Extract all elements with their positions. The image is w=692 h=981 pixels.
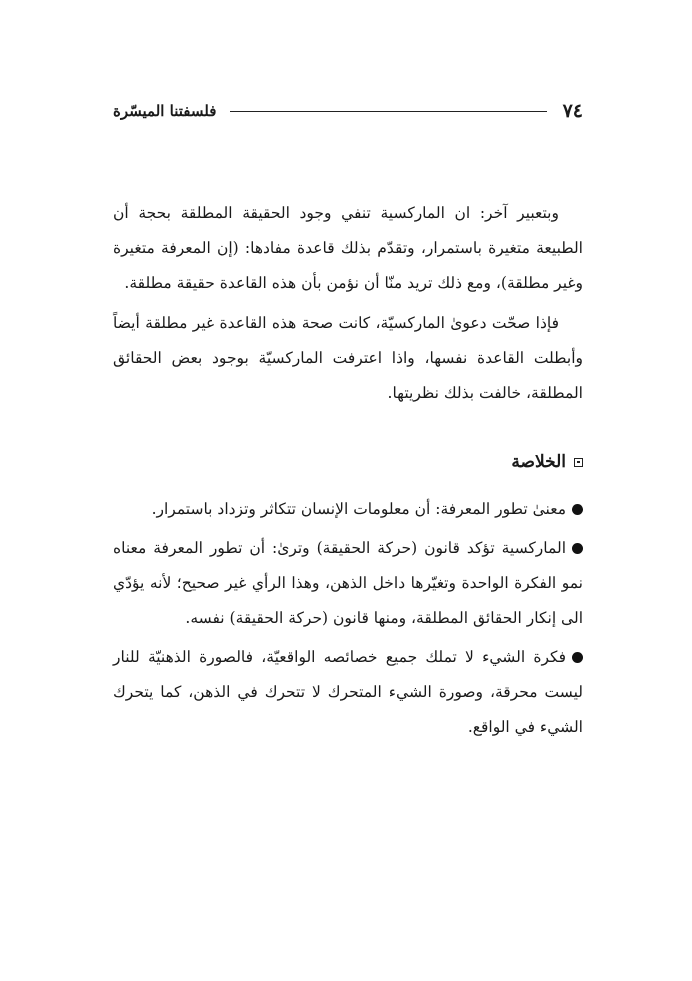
paragraph-text: وبتعبير آخر: ان الماركسية تنفي وجود الحقيقة المطلقة بحجة أن الطبيعة متغيرة باستمرار، وتقدّم بذلك قاعدة مفادها: (إن المعرفة متغيرة وغير مطلقة)، ومع ذلك تريد منّا أن نؤمن بأن هذه القاعدة حقيقة مطلقة. [113,204,583,292]
bullet-dot-icon [572,504,583,515]
bullet-dot-icon [572,652,583,663]
summary-point-text: فكرة الشيء لا تملك جميع خصائصه الواقعيّة، فالصورة الذهنيّة للنار ليست محرقة، وصورة الشيء المتحرك لا تتحرك في الذهن، كما يتحرك الشيء في الواقع. [113,648,583,736]
page-number: ٧٤ [562,100,583,122]
square-bullet-icon [574,458,583,467]
bullet-dot-icon [572,543,583,554]
summary-points [113,492,583,749]
summary-point [113,640,583,745]
paragraph-text: فإذا صحّت دعوىٰ الماركسيّة، كانت صحة هذه القاعدة غير مطلقة أيضاً وأبطلت القاعدة نفسها، واذا اعترفت الماركسيّة بوجود بعض الحقائق المطلقة، خالفت بذلك نظريتها. [113,314,583,402]
running-title: فلسفتنا الميسّرة [113,102,217,120]
page-header [113,96,583,126]
summary-point-text: الماركسية تؤكد قانون (حركة الحقيقة) وترىٰ: أن تطور المعرفة معناه نمو الفكرة الواحدة وتغيّرها داخل الذهن، وهذا الرأي غير صحيح؛ لأنه يؤدّي الى إنكار الحقائق المطلقة، ومنها قانون (حركة الحقيقة) نفسه. [113,539,583,627]
summary-point [113,492,583,527]
header-rule [230,111,546,112]
paragraph-2 [113,306,583,411]
summary-point [113,531,583,636]
paragraph-1 [113,196,583,301]
summary-point-text: معنىٰ تطور المعرفة: أن معلومات الإنسان تتكاثر وتزداد باستمرار. [151,500,566,518]
summary-heading-text: الخلاصة [511,452,566,472]
summary-heading [113,452,583,472]
